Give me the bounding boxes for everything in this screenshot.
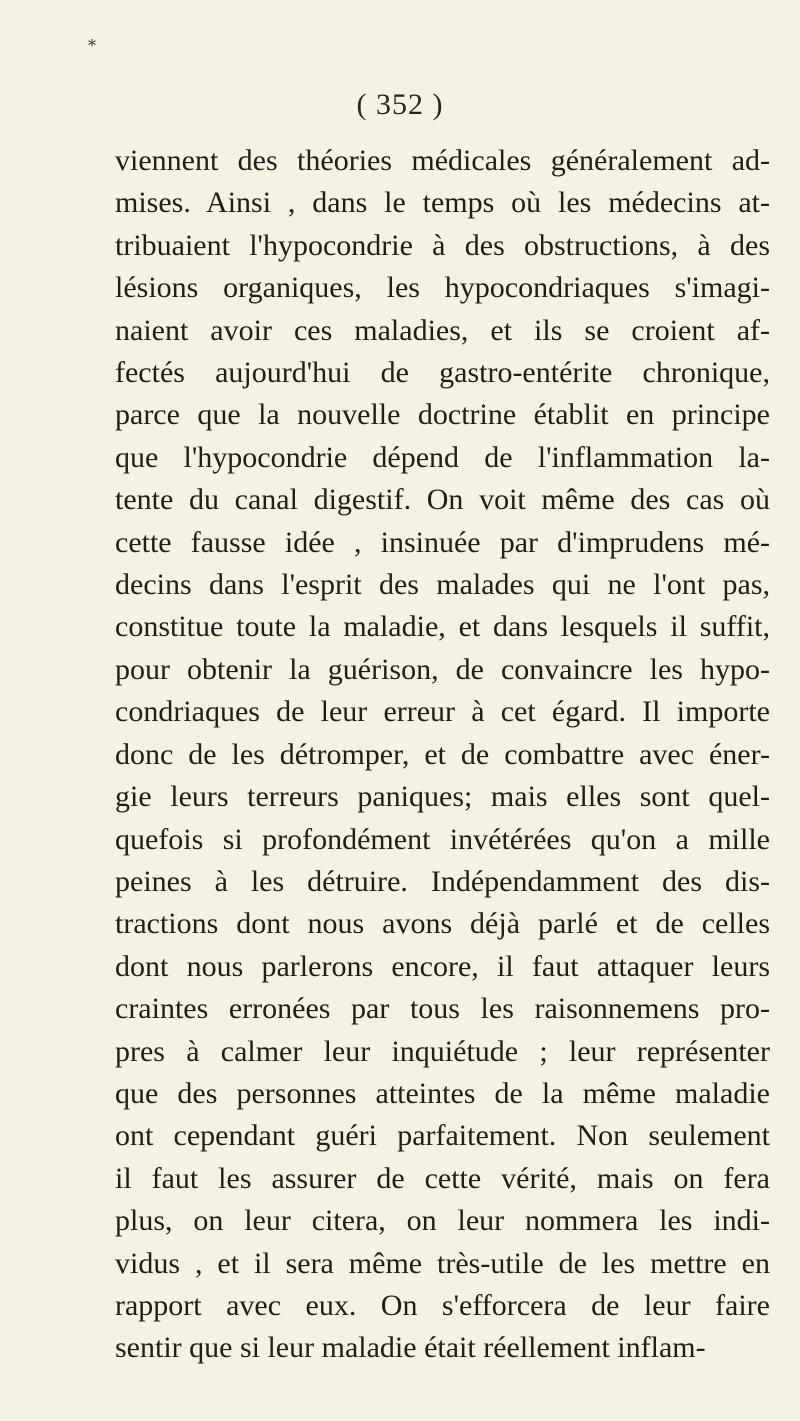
text-line: craintes erronées par tous les raisonnemens pro- xyxy=(115,992,770,1026)
text-line: naient avoir ces maladies, et ils se croient af- xyxy=(115,313,770,347)
text-line: pres à calmer leur inquiétude ; leur représenter xyxy=(115,1034,770,1068)
text-line: lésions organiques, les hypocondriaques s'imagi- xyxy=(115,271,770,305)
text-line: tractions dont nous avons déjà parlé et de celles xyxy=(115,907,770,941)
text-line: dont nous parlerons encore, il faut attaquer leurs xyxy=(115,949,770,983)
text-line: que l'hypocondrie dépend de l'inflammation la- xyxy=(115,440,770,474)
text-line: gie leurs terreurs paniques; mais elles sont quel- xyxy=(115,780,770,814)
text-line: vidus , et il sera même très-utile de les mettre en xyxy=(115,1246,770,1280)
text-line: constitue toute la maladie, et dans lesquels il suffit, xyxy=(115,610,770,644)
text-line: rapport avec eux. On s'efforcera de leur faire xyxy=(115,1288,770,1322)
text-line: tente du canal digestif. On voit même des cas où xyxy=(115,483,770,517)
text-line: cette fausse idée , insinuée par d'imprudens mé- xyxy=(115,525,770,559)
text-line: mises. Ainsi , dans le temps où les médecins at- xyxy=(115,186,770,220)
text-line: que des personnes atteintes de la même maladie xyxy=(115,1076,770,1110)
text-line: il faut les assurer de cette vérité, mais on fera xyxy=(115,1161,770,1195)
header-mark: * xyxy=(88,36,96,55)
text-line: tribuaient l'hypocondrie à des obstructions, à des xyxy=(115,228,770,262)
text-line: sentir que si leur maladie était réellement inflam- xyxy=(115,1331,706,1365)
text-line: ont cependant guéri parfaitement. Non seulement xyxy=(115,1119,770,1153)
text-line: quefois si profondément invétérées qu'on a mille xyxy=(115,822,770,856)
text-line: viennent des théories médicales généralement ad- xyxy=(115,144,770,177)
text-line: fectés aujourd'hui de gastro-entérite chronique, xyxy=(115,356,770,390)
text-line: decins dans l'esprit des malades qui ne l'ont pas, xyxy=(115,568,770,602)
page-number: ( 352 ) xyxy=(356,88,444,121)
text-line: plus, on leur citera, on leur nommera les indi- xyxy=(115,1204,770,1238)
text-line: condriaques de leur erreur à cet égard. Il importe xyxy=(115,695,770,729)
text-line: pour obtenir la guérison, de convaincre les hypo- xyxy=(115,652,770,686)
text-line: donc de les détromper, et de combattre avec éner- xyxy=(115,737,770,771)
text-body xyxy=(115,140,770,1370)
text-line: parce que la nouvelle doctrine établit en principe xyxy=(115,398,770,432)
text-line: peines à les détruire. Indépendamment des dis- xyxy=(115,864,770,898)
